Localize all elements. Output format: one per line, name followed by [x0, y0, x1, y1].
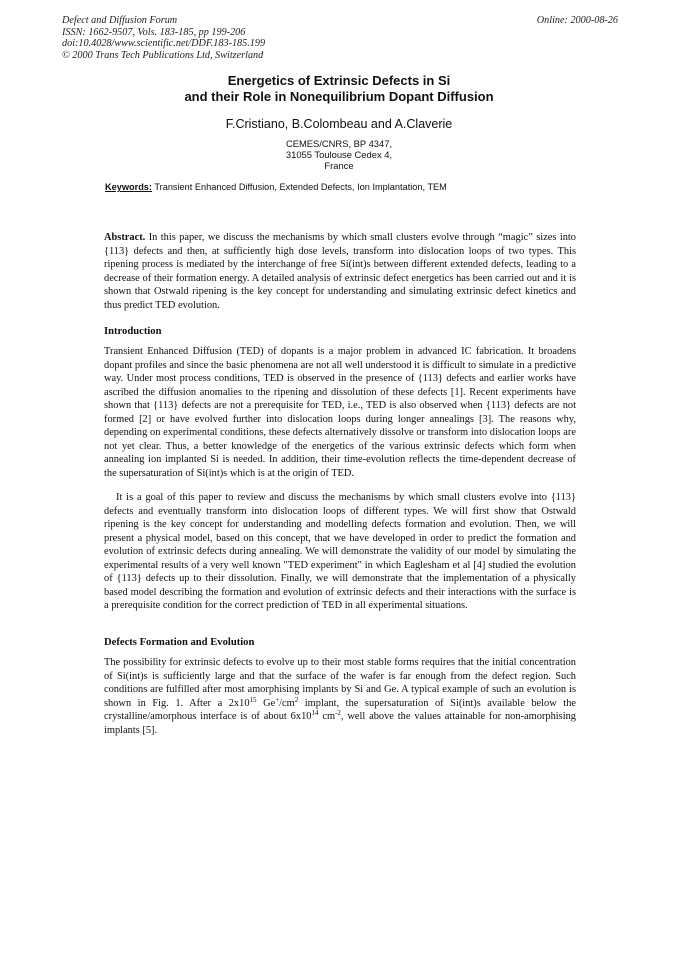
area-exponent: 2: [294, 695, 299, 704]
doi-line: doi:10.4028/www.scientific.net/DDF.183-185.199: [62, 38, 266, 50]
affiliation-line-3: France: [324, 160, 354, 172]
abstract-label: Abstract.: [104, 232, 146, 243]
supersaturation-exponent: 14: [311, 709, 319, 718]
keywords-text: Transient Enhanced Diffusion, Extended Defects, Ion Implantation, TEM: [154, 182, 447, 192]
dose-exponent: 15: [249, 695, 257, 704]
defects-text-c: /cm: [279, 697, 295, 709]
introduction-paragraph-2: It is a goal of this paper to review and discuss the mechanisms by which small clusters evolve into {113} defects and eventually transform into dislocation loops of different types. We will first show that Ostwald ripening is the key concept for understanding and modelling defects formation and evolution. Then, we will present a physical model, based on this concept, that we have developed in order to predict the formation and evolution of extrinsic defects during annealing. We will demonstrate the validity of our model by simulating the experimental results of a very well known "TED experiment" in which Eaglesham et al [4] studied the evolution of {113} defects up to their dissolution. Finally, we will demonstrate that the implementation of a physically based model describing the formation and evolution of extrinsic defects and their interactions with the surface is a prerequisite condition for the correct prediction of TED in all experimental situations.: [104, 492, 576, 612]
abstract: [104, 231, 576, 312]
issn-line: ISSN: 1662-9507, Vols. 183-185, pp 199-206: [62, 26, 246, 38]
journal-header: [62, 15, 265, 61]
introduction-paragraph-1: Transient Enhanced Diffusion (TED) of dopants is a major problem in advanced IC fabrication. It broadens dopant profiles and since the basic phenomena are not all well understood it is difficult to simulate in a predictive way. Under most process conditions, TED is observed in the presence of {113} defects and earlier works have ascribed the diffusion anomalies to the ripening and dissolution of these defects [1]. Recent experiments have shown that {113} defects are not a prerequisite for TED, i.e., TED is also observed when {113} defects are not formed [2] or have evolved further into dislocation loops during longer annealings [3]. The reasons why, depending on experimental conditions, these defects alternatively dissolve or transform into dislocation loops are not yet clear. Thus, a better knowledge of the energetics of the various extrinsic defects which form when annealing ion implanted Si is needed. In addition, their time-evolution reflects the time-dependent decrease of the supersaturation of Si(int)s which is at the origin of TED.: [104, 346, 576, 479]
ion-charge: +: [275, 695, 280, 704]
abstract-text: In this paper, we discuss the mechanisms by which small clusters evolve through “magic” sizes into {113} defects and then, at sufficiently high dose levels, transform into dislocation loops of two types. This ripening process is mediated by the interchange of free Si(int)s between different extended defects, leading to a decrease of their formation energy. A detailed analysis of extrinsic defect energetics has been carried out and it is shown that Ostwald ripening is the key concept for understanding and simulating extrinsic defect kinetics and thus predict TED evolution.: [104, 232, 576, 311]
defects-text-f: , well above the values attainable for non-amorphising implants [5].: [104, 711, 576, 736]
copyright-line: © 2000 Trans Tech Publications Ltd, Switzerland: [62, 49, 264, 61]
defects-heading: Defects Formation and Evolution: [104, 637, 255, 648]
keywords: [105, 182, 625, 192]
title-line-2: and their Role in Nonequilibrium Dopant Diffusion: [184, 89, 494, 104]
defects-text-d: implant, the supersaturation of Si(int)s available below the crystalline/amorphous interface is of about 6x10: [104, 697, 576, 723]
paper-title: [0, 73, 678, 105]
affiliation-line-2: 31055 Toulouse Cedex 4,: [285, 149, 393, 161]
defects-paragraph: [104, 656, 576, 737]
defects-text-e: cm: [318, 711, 336, 723]
title-line-1: Energetics of Extrinsic Defects in Si: [227, 73, 451, 88]
keywords-label: Keywords:: [105, 182, 152, 192]
defects-text-a: The possibility for extrinsic defects to evolve up to their most stable forms requires that the initial concentration of Si(int)s is sufficiently large and that the surface of the wafer is far enough from the defect region. Such conditions are fulfilled after most amorphising implants by Si and Ge. A typical example of such an evolution is shown in Fig. 1. After a 2x10: [104, 657, 576, 709]
affiliation-line-1: CEMES/CNRS, BP 4347,: [285, 138, 393, 149]
authors: F.Cristiano, B.Colombeau and A.Claverie: [225, 117, 453, 131]
defects-text-b: Ge: [256, 697, 276, 709]
journal-name: Defect and Diffusion Forum: [62, 15, 178, 26]
introduction-heading: Introduction: [104, 326, 162, 337]
online-date: Online: 2000-08-26: [536, 15, 618, 26]
affiliation: [0, 138, 678, 172]
unit-exponent: -2: [335, 709, 341, 718]
